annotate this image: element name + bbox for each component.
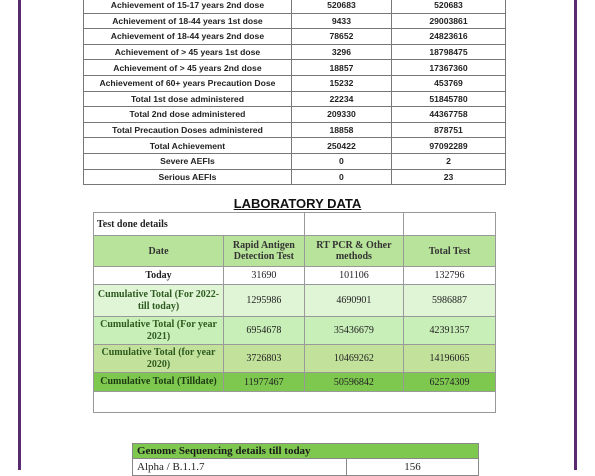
vaccination-label: Achievement of > 45 years 2nd dose [84,60,292,76]
header-total-test: Total Test [404,236,496,267]
rapid-value: 3726803 [224,345,305,373]
today-value: 3296 [291,44,391,60]
cumulative-value: 2 [391,153,505,169]
vaccination-label: Achievement of 60+ years Precaution Dose [84,75,292,91]
cumulative-value: 23 [391,169,505,185]
table-row [84,60,506,76]
rtpcr-value: 35436679 [304,317,403,345]
cumulative-value: 24823616 [391,29,505,45]
rapid-value: 6954678 [224,317,305,345]
today-value: 0 [291,169,391,185]
total-value: 62574309 [404,373,496,392]
genome-sequencing-title: Genome Sequencing details till today [133,444,479,459]
today-value: 18858 [291,122,391,138]
rapid-value: 31690 [224,267,305,285]
table-row [84,44,506,60]
variant-label: Alpha / B.1.1.7 [133,459,347,476]
row-label: Cumulative Total (for year 2020) [94,345,224,373]
today-value: 0 [291,153,391,169]
rapid-value: 11977467 [224,373,305,392]
cumulative-value: 97092289 [391,138,505,154]
rtpcr-value: 50596842 [304,373,403,392]
today-value: 520683 [291,0,391,13]
cumulative-value: 29003861 [391,13,505,29]
vaccination-label: Achievement of 18-44 years 1st dose [84,13,292,29]
cumulative-value: 51845780 [391,91,505,107]
table-row [84,107,506,123]
row-label: Today [94,267,224,285]
cumulative-value: 44367758 [391,107,505,123]
cumulative-value: 18798475 [391,44,505,60]
vaccination-table [83,0,506,185]
rapid-value: 1295986 [224,285,305,317]
table-row [94,267,496,285]
page-border-right [574,0,577,470]
rtpcr-value: 10469262 [304,345,403,373]
vaccination-label: Achievement of > 45 years 1st dose [84,44,292,60]
cumulative-value: 520683 [391,0,505,13]
laboratory-table [93,212,496,413]
rtpcr-value: 101106 [304,267,403,285]
vaccination-label: Serious AEFIs [84,169,292,185]
cumulative-value: 17367360 [391,60,505,76]
header-rapid-antigen: Rapid Antigen Detection Test [224,236,305,267]
table-row [94,373,496,392]
vaccination-label: Severe AEFIs [84,153,292,169]
today-value: 9433 [291,13,391,29]
cumulative-value: 878751 [391,122,505,138]
vaccination-label: Total Achievement [84,138,292,154]
table-row [84,91,506,107]
vaccination-label: Total 1st dose administered [84,91,292,107]
today-value: 209330 [291,107,391,123]
total-value: 5986887 [404,285,496,317]
total-value: 132796 [404,267,496,285]
today-value: 22234 [291,91,391,107]
table-row [84,122,506,138]
row-label: Cumulative Total (For 2022- till today) [94,285,224,317]
row-label: Cumulative Total (For year 2021) [94,317,224,345]
table-row [84,13,506,29]
laboratory-data-title: LABORATORY DATA [233,196,362,211]
blank-row [94,392,496,413]
table-row [84,0,506,13]
genome-sequencing-table [132,443,479,476]
total-value: 42391357 [404,317,496,345]
vaccination-label: Total 2nd dose administered [84,107,292,123]
table-row [133,459,479,476]
today-value: 18857 [291,60,391,76]
table-row [94,345,496,373]
laboratory-header-row [94,236,496,267]
vaccination-label: Achievement of 18-44 years 2nd dose [84,29,292,45]
table-row [84,138,506,154]
table-row [84,75,506,91]
variant-count: 156 [347,459,479,476]
vaccination-label: Achievement of 15-17 years 2nd dose [84,0,292,13]
header-rtpcr: RT PCR & Other methods [304,236,403,267]
vaccination-label: Total Precaution Doses administered [84,122,292,138]
row-label: Cumulative Total (Tilldate) [94,373,224,392]
test-done-caption: Test done details [94,213,305,236]
table-row [84,29,506,45]
today-value: 78652 [291,29,391,45]
today-value: 15232 [291,75,391,91]
header-date: Date [94,236,224,267]
table-row [84,153,506,169]
table-row [84,169,506,185]
table-row [94,285,496,317]
total-value: 14196065 [404,345,496,373]
cumulative-value: 453769 [391,75,505,91]
today-value: 250422 [291,138,391,154]
table-row [94,317,496,345]
page-border-left [18,0,21,470]
rtpcr-value: 4690901 [304,285,403,317]
